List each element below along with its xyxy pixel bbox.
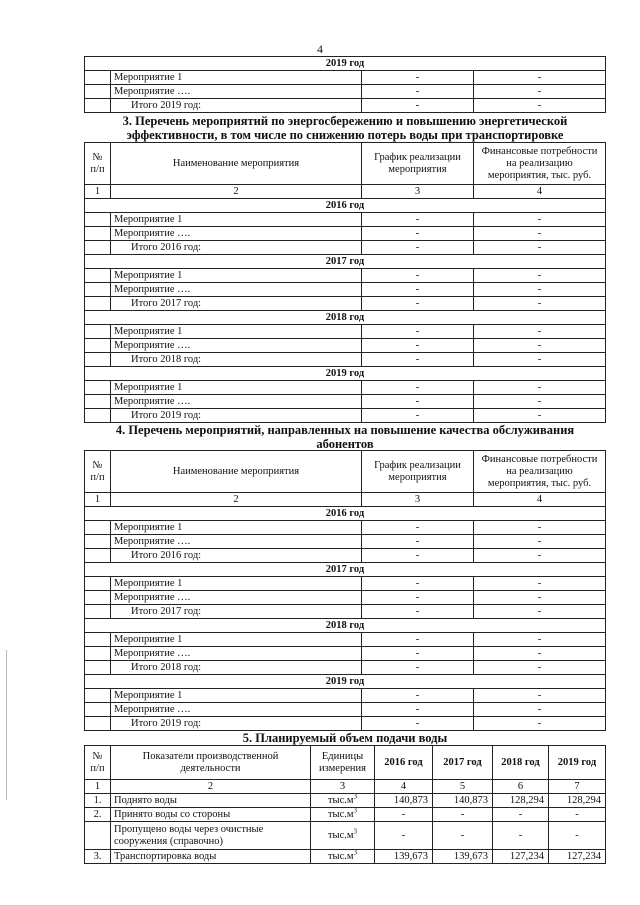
total-row: [85, 605, 606, 619]
schedule-cell: -: [362, 535, 474, 549]
year-row: [85, 199, 606, 213]
number-cell: [85, 633, 111, 647]
schedule-cell: -: [362, 549, 474, 563]
schedule-cell: -: [362, 661, 474, 675]
top-continuation-table: [84, 56, 606, 113]
year-label: 2018 год: [85, 619, 606, 633]
number-cell: [85, 353, 111, 367]
number-cell: [85, 297, 111, 311]
row-number: 2.: [85, 808, 111, 822]
number-cell: [85, 241, 111, 255]
schedule-cell: -: [362, 521, 474, 535]
year-label: 2016 год: [85, 199, 606, 213]
year-row: [85, 507, 606, 521]
event-name: Мероприятие 1: [111, 381, 362, 395]
schedule-cell: -: [362, 339, 474, 353]
number-cell: [85, 647, 111, 661]
event-name: Мероприятие 1: [111, 577, 362, 591]
value-cell: 127,234: [549, 850, 606, 864]
schedule-cell: -: [362, 577, 474, 591]
value-cell: 139,673: [433, 850, 493, 864]
number-cell: [85, 395, 111, 409]
number-cell: [85, 717, 111, 731]
year-row: [85, 255, 606, 269]
number-cell: [85, 283, 111, 297]
number-cell: [85, 213, 111, 227]
schedule-cell: -: [362, 213, 474, 227]
finance-cell: -: [474, 297, 606, 311]
year-row: [85, 367, 606, 381]
total-label: Итого 2016 год:: [111, 241, 362, 255]
indicator-name: Пропущено воды через очистные сооружения (справочно): [111, 822, 311, 850]
value-cell: 128,294: [549, 794, 606, 808]
finance-cell: -: [474, 521, 606, 535]
finance-cell: -: [474, 241, 606, 255]
table-row: Мероприятие 1 - -: [85, 71, 606, 85]
schedule-cell: -: [362, 381, 474, 395]
indicator-name: Транспортировка воды: [111, 850, 311, 864]
number-cell: [85, 535, 111, 549]
schedule-cell: -: [362, 605, 474, 619]
event-name: Мероприятие 1: [111, 269, 362, 283]
unit-superscript: 3: [353, 849, 358, 857]
table-row: [85, 381, 606, 395]
year-row: [85, 563, 606, 577]
indicator-name: Принято воды со стороны: [111, 808, 311, 822]
table-row: [85, 325, 606, 339]
number-cell: [85, 689, 111, 703]
value-cell: -: [375, 822, 433, 850]
section3-table: [84, 142, 606, 423]
total-label: Итого 2016 год:: [111, 549, 362, 563]
finance-cell: -: [474, 269, 606, 283]
finance-cell: -: [474, 227, 606, 241]
total-row: [85, 297, 606, 311]
section3-title: 3. Перечень мероприятий по энергосбережению и повышению энергетической эффективности, в том числе по снижению потерь воды при транспортировке: [122, 114, 568, 142]
finance-cell: -: [474, 605, 606, 619]
year-label: 2016 год: [85, 507, 606, 521]
unit-superscript: 3: [353, 793, 358, 801]
unit-superscript: 3: [353, 807, 358, 815]
finance-cell: -: [474, 591, 606, 605]
value-cell: -: [549, 822, 606, 850]
event-name: Мероприятие 1: [111, 521, 362, 535]
total-row: [85, 717, 606, 731]
schedule-cell: -: [362, 689, 474, 703]
finance-cell: -: [474, 325, 606, 339]
row-number: 3.: [85, 850, 111, 864]
value-cell: 127,234: [493, 850, 549, 864]
event-name: Мероприятие ….: [111, 591, 362, 605]
event-name: Мероприятие ….: [111, 339, 362, 353]
finance-cell: -: [474, 535, 606, 549]
total-label: Итого 2018 год:: [111, 353, 362, 367]
value-cell: -: [375, 808, 433, 822]
number-cell: [85, 591, 111, 605]
finance-cell: -: [474, 661, 606, 675]
year-row: [85, 675, 606, 689]
number-cell: [85, 227, 111, 241]
total-row: [85, 409, 606, 423]
unit-text: тыс.м: [327, 809, 354, 820]
schedule-cell: -: [362, 283, 474, 297]
finance-cell: -: [474, 409, 606, 423]
event-name: Мероприятие 1: [111, 213, 362, 227]
year-label: 2019 год: [85, 367, 606, 381]
schedule-cell: -: [362, 717, 474, 731]
schedule-cell: -: [362, 633, 474, 647]
table-row: [85, 633, 606, 647]
table-row: [85, 521, 606, 535]
number-cell: [85, 325, 111, 339]
number-cell: [85, 269, 111, 283]
number-cell: [85, 605, 111, 619]
event-name: Мероприятие ….: [111, 703, 362, 717]
unit-cell: [311, 808, 375, 822]
event-name: Мероприятие ….: [111, 283, 362, 297]
year-row: [85, 311, 606, 325]
value-cell: 140,873: [375, 794, 433, 808]
table-row: [85, 703, 606, 717]
finance-cell: -: [474, 213, 606, 227]
section4-table: [84, 450, 606, 731]
section4-title: 4. Перечень мероприятий, направленных на повышение качества обслуживания абонентов: [115, 423, 575, 451]
value-cell: -: [433, 808, 493, 822]
number-cell: [85, 339, 111, 353]
unit-cell: [311, 794, 375, 808]
year-row: [85, 619, 606, 633]
unit-text: тыс.м: [327, 830, 354, 841]
event-name: Мероприятие ….: [111, 535, 362, 549]
table-row: [85, 339, 606, 353]
number-cell: [85, 409, 111, 423]
column-number-row: 1 2 3 4: [85, 493, 606, 507]
total-label: Итого 2019 год:: [111, 409, 362, 423]
event-name: Мероприятие 1: [111, 325, 362, 339]
finance-cell: -: [474, 577, 606, 591]
section5-table: [84, 745, 606, 864]
value-cell: 139,673: [375, 850, 433, 864]
table-row: [85, 283, 606, 297]
column-number-row: 1 2 3 4 5 6 7: [85, 780, 606, 794]
page-number: 4: [317, 42, 323, 56]
event-name: Мероприятие ….: [111, 647, 362, 661]
finance-cell: -: [474, 647, 606, 661]
unit-cell: [311, 822, 375, 850]
finance-cell: -: [474, 633, 606, 647]
table-row: [85, 269, 606, 283]
table-row: Мероприятие …. - -: [85, 85, 606, 99]
finance-cell: -: [474, 717, 606, 731]
unit-text: тыс.м: [327, 795, 354, 806]
total-label: Итого 2017 год:: [111, 297, 362, 311]
schedule-cell: -: [362, 591, 474, 605]
row-number: [85, 822, 111, 850]
schedule-cell: -: [362, 269, 474, 283]
number-cell: [85, 577, 111, 591]
number-cell: [85, 381, 111, 395]
unit-text: тыс.м: [327, 851, 354, 862]
number-cell: [85, 549, 111, 563]
section5-title: 5. Планируемый объем подачи воды: [242, 731, 448, 745]
finance-cell: -: [474, 395, 606, 409]
scan-margin-line: [6, 650, 7, 800]
year-row: 2019 год: [85, 57, 606, 71]
schedule-cell: -: [362, 703, 474, 717]
row-number: 1.: [85, 794, 111, 808]
number-cell: [85, 521, 111, 535]
total-label: Итого 2017 год:: [111, 605, 362, 619]
event-name: Мероприятие 1: [111, 689, 362, 703]
table-row: [85, 822, 606, 850]
value-cell: -: [433, 822, 493, 850]
finance-cell: -: [474, 689, 606, 703]
total-label: Итого 2018 год:: [111, 661, 362, 675]
event-name: Мероприятие ….: [111, 227, 362, 241]
schedule-cell: -: [362, 409, 474, 423]
schedule-cell: -: [362, 241, 474, 255]
finance-cell: -: [474, 339, 606, 353]
number-cell: [85, 661, 111, 675]
finance-cell: -: [474, 703, 606, 717]
header-row: № п/п Наименование мероприятия График реализации мероприятия Финансовые потребности на реализацию мероприятия, тыс. руб.: [85, 451, 606, 493]
table-row: [85, 689, 606, 703]
table-row: [85, 535, 606, 549]
total-label: Итого 2019 год:: [111, 717, 362, 731]
total-row: [85, 353, 606, 367]
finance-cell: -: [474, 353, 606, 367]
unit-superscript: 3: [353, 827, 358, 836]
schedule-cell: -: [362, 227, 474, 241]
year-label: 2017 год: [85, 563, 606, 577]
event-name: Мероприятие 1: [111, 633, 362, 647]
finance-cell: -: [474, 283, 606, 297]
table-row: [85, 577, 606, 591]
table-row: [85, 227, 606, 241]
number-cell: [85, 703, 111, 717]
value-cell: -: [493, 822, 549, 850]
table-row: [85, 591, 606, 605]
total-row: [85, 661, 606, 675]
column-number-row: 1 2 3 4: [85, 185, 606, 199]
table-row: [85, 213, 606, 227]
value-cell: -: [549, 808, 606, 822]
year-label: 2017 год: [85, 255, 606, 269]
schedule-cell: -: [362, 297, 474, 311]
table-row: [85, 794, 606, 808]
schedule-cell: -: [362, 647, 474, 661]
total-row: [85, 549, 606, 563]
value-cell: 140,873: [433, 794, 493, 808]
finance-cell: -: [474, 381, 606, 395]
table-row: [85, 395, 606, 409]
total-row: Итого 2019 год: - -: [85, 99, 606, 113]
value-cell: 128,294: [493, 794, 549, 808]
header-row: № п/п Наименование мероприятия График реализации мероприятия Финансовые потребности на реализацию мероприятия, тыс. руб.: [85, 143, 606, 185]
schedule-cell: -: [362, 325, 474, 339]
header-row: № п/п Показатели производственной деятельности Единицы измерения 2016 год 2017 год 2018 год 2019 год: [85, 746, 606, 780]
unit-cell: [311, 850, 375, 864]
schedule-cell: -: [362, 395, 474, 409]
value-cell: -: [493, 808, 549, 822]
schedule-cell: -: [362, 353, 474, 367]
table-row: [85, 647, 606, 661]
year-label: 2019 год: [85, 675, 606, 689]
year-label: 2018 год: [85, 311, 606, 325]
total-row: [85, 241, 606, 255]
finance-cell: -: [474, 549, 606, 563]
table-row: [85, 808, 606, 822]
table-row: [85, 850, 606, 864]
event-name: Мероприятие ….: [111, 395, 362, 409]
indicator-name: Поднято воды: [111, 794, 311, 808]
